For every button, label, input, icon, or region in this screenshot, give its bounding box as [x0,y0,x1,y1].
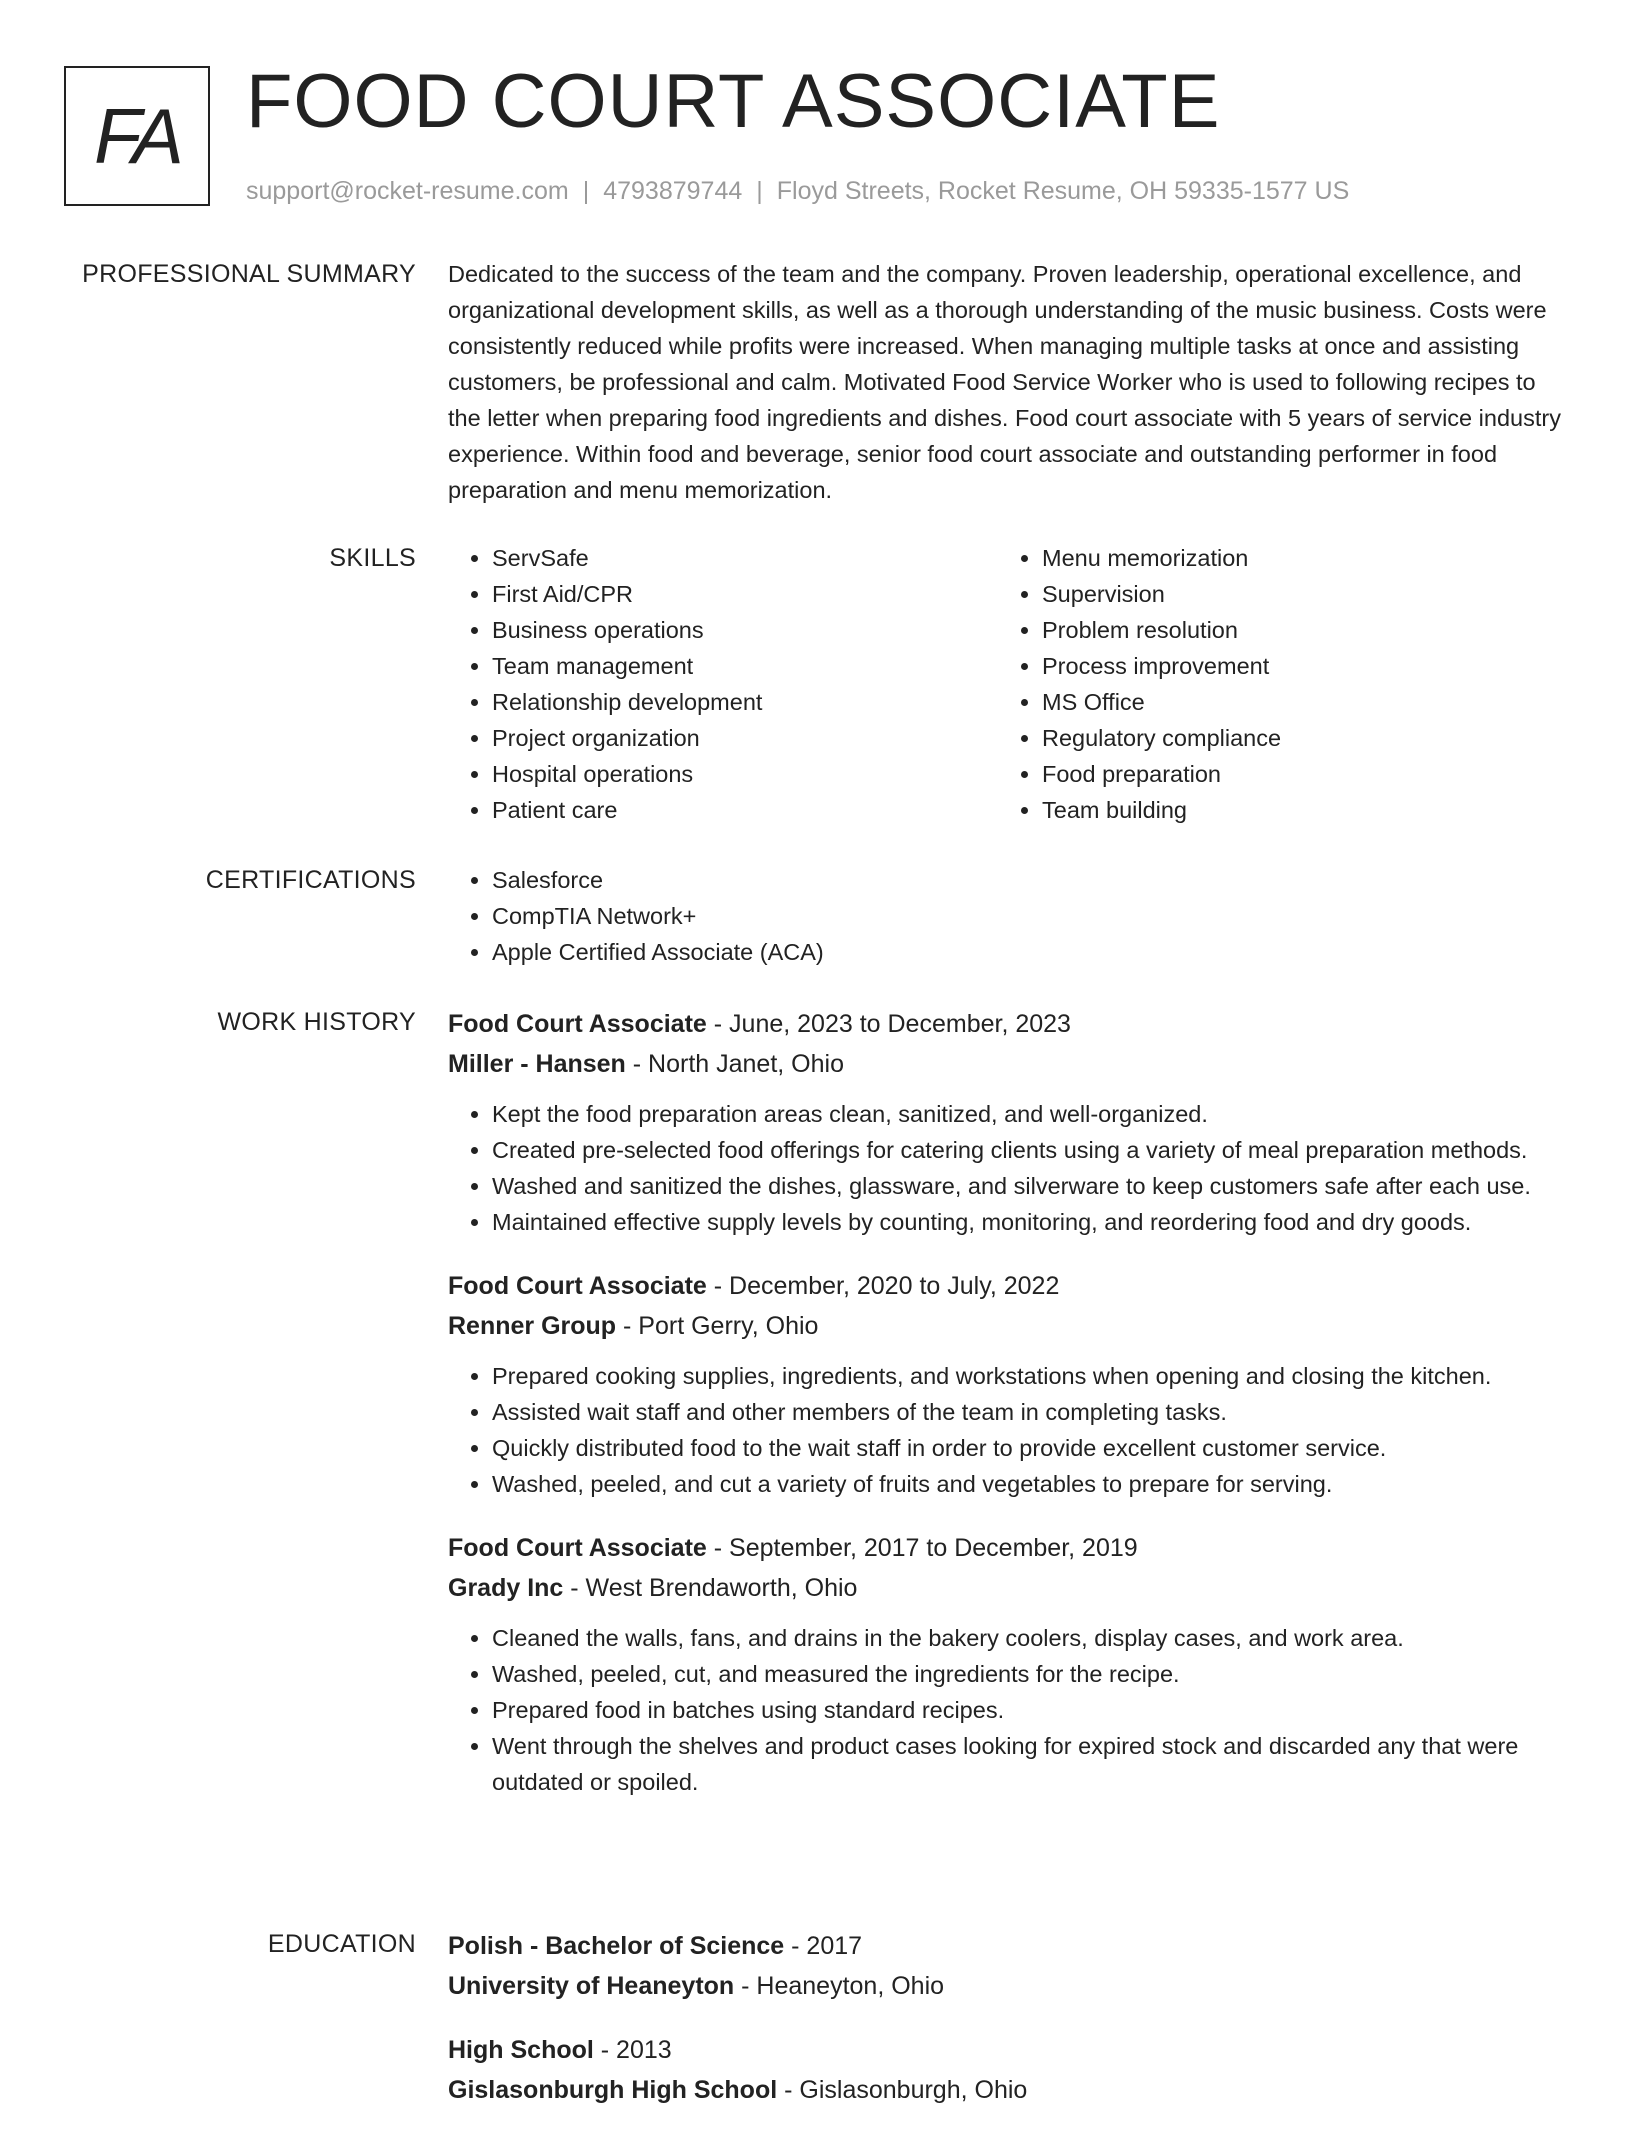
job-duty-item: • Quickly distributed food to the wait staff in order to provide excellent customer service. [492,1430,1568,1466]
skill-item: • Project organization [492,720,998,756]
job-title: Food Court Associate [448,1272,707,1300]
skill-item: • Hospital operations [492,756,998,792]
job-dates: - September, 2017 to December, 2019 [706,1534,1138,1562]
employer-line [448,1044,1568,1084]
certifications-body [448,862,1568,970]
job-entry [448,1004,1568,1240]
skill-item: • First Aid/CPR [492,576,998,612]
job-duties-list [448,1620,1568,1800]
employer-location: - West Brendaworth, Ohio [563,1574,858,1602]
job-title-line [448,1004,1568,1044]
monogram: FA [64,66,210,206]
job-title-line [448,1528,1568,1568]
job-duty-item: • Assisted wait staff and other members of the team in completing tasks. [492,1394,1568,1430]
job-duty-item: • Kept the food preparation areas clean, sanitized, and well-organized. [492,1096,1568,1132]
degree-year: - 2017 [784,1932,863,1960]
contact-line [246,174,1349,208]
section-label-certifications: CERTIFICATIONS [205,866,416,894]
contact-email[interactable]: support@rocket-resume.com [246,177,569,205]
section-label-skills: SKILLS [329,544,416,572]
job-title: Food Court Associate [448,1010,707,1038]
skill-item: • ServSafe [492,540,998,576]
education-entry [448,1926,1568,2006]
skill-item: • Process improvement [1042,648,1548,684]
employer-name: Grady Inc [448,1574,564,1602]
employer-line [448,1306,1568,1346]
skill-item: • MS Office [1042,684,1548,720]
skill-item: • Team management [492,648,998,684]
summary-text: Dedicated to the success of the team and the company. Proven leadership, operational excellence, and organizational development skills, as well as a thorough understanding of the music business. Costs were consistently reduced while profits were increased. When managing multiple tasks at once and assisting customers, be professional and calm. Motivated Food Service Worker who is used to following recipes to the letter when preparing food ingredients and dishes. Food court associate with 5 years of service industry experience. Within food and beverage, senior food court associate and outstanding performer in food preparation and menu memorization. [448,261,1561,503]
job-duty-item: • Cleaned the walls, fans, and drains in the bakery coolers, display cases, and work area. [492,1620,1568,1656]
job-dates: - December, 2020 to July, 2022 [706,1272,1060,1300]
job-duties-list [448,1358,1568,1502]
degree-year: - 2013 [593,2036,672,2064]
skill-item: • Food preparation [1042,756,1548,792]
job-title-line [448,1266,1568,1306]
job-entry [448,1266,1568,1502]
section-label-work-history: WORK HISTORY [217,1008,416,1036]
contact-separator: | [582,177,590,205]
skills-list-left [448,540,998,828]
school-location: - Heaneyton, Ohio [734,1972,945,2000]
contact-separator: | [756,177,763,205]
job-duties-list [448,1096,1568,1240]
skill-item: • Business operations [492,612,998,648]
school-line [448,1966,1568,2006]
certification-item: • Apple Certified Associate (ACA) [492,934,1568,970]
school-line [448,2070,1568,2110]
skill-item: • Regulatory compliance [1042,720,1548,756]
certification-item: • CompTIA Network+ [492,898,1568,934]
job-duty-item: • Went through the shelves and product cases looking for expired stock and discarded any that were outdated or spoiled. [492,1728,1568,1800]
job-entry [448,1528,1568,1800]
employer-name: Renner Group [448,1312,617,1340]
school-location: - Gislasonburgh, Ohio [777,2076,1028,2104]
employer-line [448,1568,1568,1608]
skills-list-right [998,540,1548,828]
page-title: FOOD COURT ASSOCIATE [246,59,1221,144]
certifications-list [448,862,1568,970]
job-dates: - June, 2023 to December, 2023 [706,1010,1071,1038]
skill-item: • Team building [1042,792,1548,828]
job-duty-item: • Created pre-selected food offerings for catering clients using a variety of meal preparation methods. [492,1132,1568,1168]
skill-item: • Relationship development [492,684,998,720]
job-duty-item: • Washed, peeled, and cut a variety of fruits and vegetables to prepare for serving. [492,1466,1568,1502]
job-duty-item: • Washed and sanitized the dishes, glassware, and silverware to keep customers safe after each use. [492,1168,1568,1204]
summary-body [448,256,1568,508]
employer-location: - Port Gerry, Ohio [616,1312,819,1340]
degree-line [448,2030,1568,2070]
employer-name: Miller - Hansen [448,1050,626,1078]
school-name: Gislasonburgh High School [448,2076,778,2104]
contact-address: Floyd Streets, Rocket Resume, OH 59335-1577 US [776,177,1350,205]
degree-line [448,1926,1568,1966]
education-entry [448,2030,1568,2110]
job-duty-item: • Washed, peeled, cut, and measured the ingredients for the recipe. [492,1656,1568,1692]
section-label-summary: PROFESSIONAL SUMMARY [82,260,416,288]
education-body [448,1926,1568,2134]
job-duty-item: • Prepared food in batches using standard recipes. [492,1692,1568,1728]
school-name: University of Heaneyton [448,1972,735,2000]
skill-item: • Supervision [1042,576,1548,612]
certification-item: • Salesforce [492,862,1568,898]
job-duty-item: • Maintained effective supply levels by counting, monitoring, and reordering food and dry goods. [492,1204,1568,1240]
skill-item: • Menu memorization [1042,540,1548,576]
degree-name: Polish - Bachelor of Science [448,1932,785,1960]
job-duty-item: • Prepared cooking supplies, ingredients, and workstations when opening and closing the kitchen. [492,1358,1568,1394]
work-history-body [448,1004,1568,1826]
job-title: Food Court Associate [448,1534,707,1562]
degree-name: High School [448,2036,594,2064]
skill-item: • Problem resolution [1042,612,1548,648]
skills-body [448,540,1568,828]
employer-location: - North Janet, Ohio [625,1050,844,1078]
contact-phone[interactable]: 4793879744 [603,177,743,205]
section-label-education: EDUCATION [267,1930,416,1958]
skill-item: • Patient care [492,792,998,828]
